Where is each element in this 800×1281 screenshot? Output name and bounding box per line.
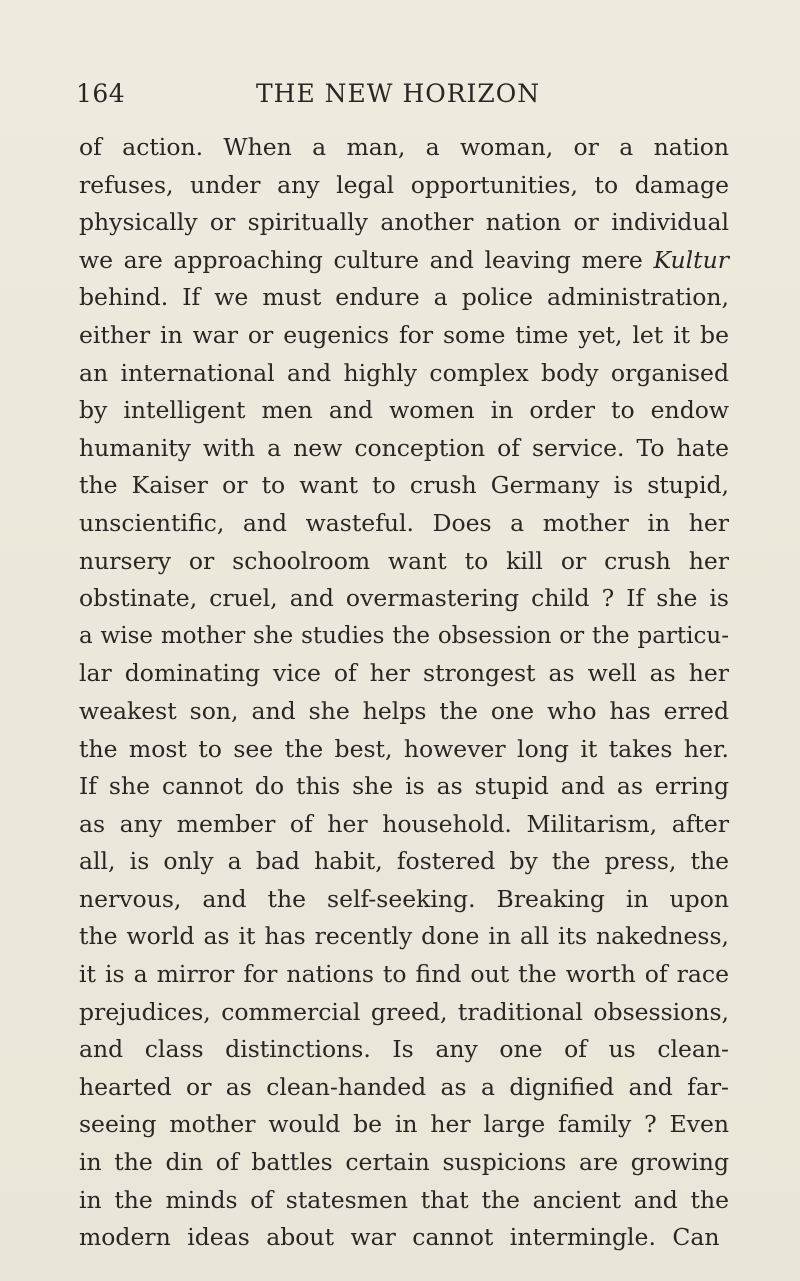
text-line-20: all, is only a bad habit, fostered by the press, the [79,847,729,876]
text-line-12: nursery or schoolroom want to kill or crush her [79,546,729,575]
italic-word-kultur: Kultur [653,245,729,274]
text-line-18: If she cannot do this she is as stupid and as erring [79,772,729,801]
text-line-4 [79,242,729,280]
text-line-15: lar dominating vice of her strongest as well as her [79,659,729,688]
text-line-4-roman: we are approaching culture and leaving mere [79,245,643,274]
body-text [79,129,729,1257]
text-line-6: either in war or eugenics for some time yet, let it be [79,320,729,349]
text-line-11: unscientific, and wasteful. Does a mother in her [79,508,729,537]
page-number: 164 [76,79,126,108]
text-line-17: the most to see the best, however long it takes her. [79,734,729,763]
text-line-19: as any member of her household. Militarism, after [79,809,729,838]
text-line-16: weakest son, and she helps the one who has erred [79,696,729,725]
text-line-23: it is a mirror for nations to find out the worth of race [79,960,729,989]
text-line-14: a wise mother she studies the obsession or the particu- [79,622,729,649]
text-line-7: an international and highly complex body organised [79,358,729,387]
text-line-21: nervous, and the self-seeking. Breaking in upon [79,884,729,913]
text-line-10: the Kaiser or to want to crush Germany is stupid, [79,471,729,500]
text-line-8: by intelligent men and women in order to endow [79,396,729,425]
running-title: THE NEW HORIZON [256,79,541,108]
text-line-2: refuses, under any legal opportunities, to damage [79,170,729,199]
text-line-28: in the din of battles certain suspicions are growing [79,1148,729,1177]
text-line-9: humanity with a new conception of service. To hate [79,433,729,462]
text-line-3: physically or spiritually another nation or individual [79,208,729,237]
text-line-29: in the minds of statesmen that the ancient and the [79,1185,729,1214]
text-line-24: prejudices, commercial greed, traditional obsessions, [79,997,729,1026]
text-line-22: the world as it has recently done in all its nakedness, [79,922,729,951]
running-head [76,76,734,112]
text-line-1: of action. When a man, a woman, or a nation [79,133,729,161]
text-line-25: and class distinctions. Is any one of us clean- [79,1035,729,1064]
text-line-27: seeing mother would be in her large family ? Even [79,1110,729,1139]
text-line-26: hearted or as clean-handed as a dignified and far- [79,1072,729,1101]
text-line-30: modern ideas about war cannot intermingle. Can [79,1223,720,1252]
text-line-5: behind. If we must endure a police administration, [79,283,729,312]
text-line-13: obstinate, cruel, and overmastering child ? If she is [79,584,729,613]
